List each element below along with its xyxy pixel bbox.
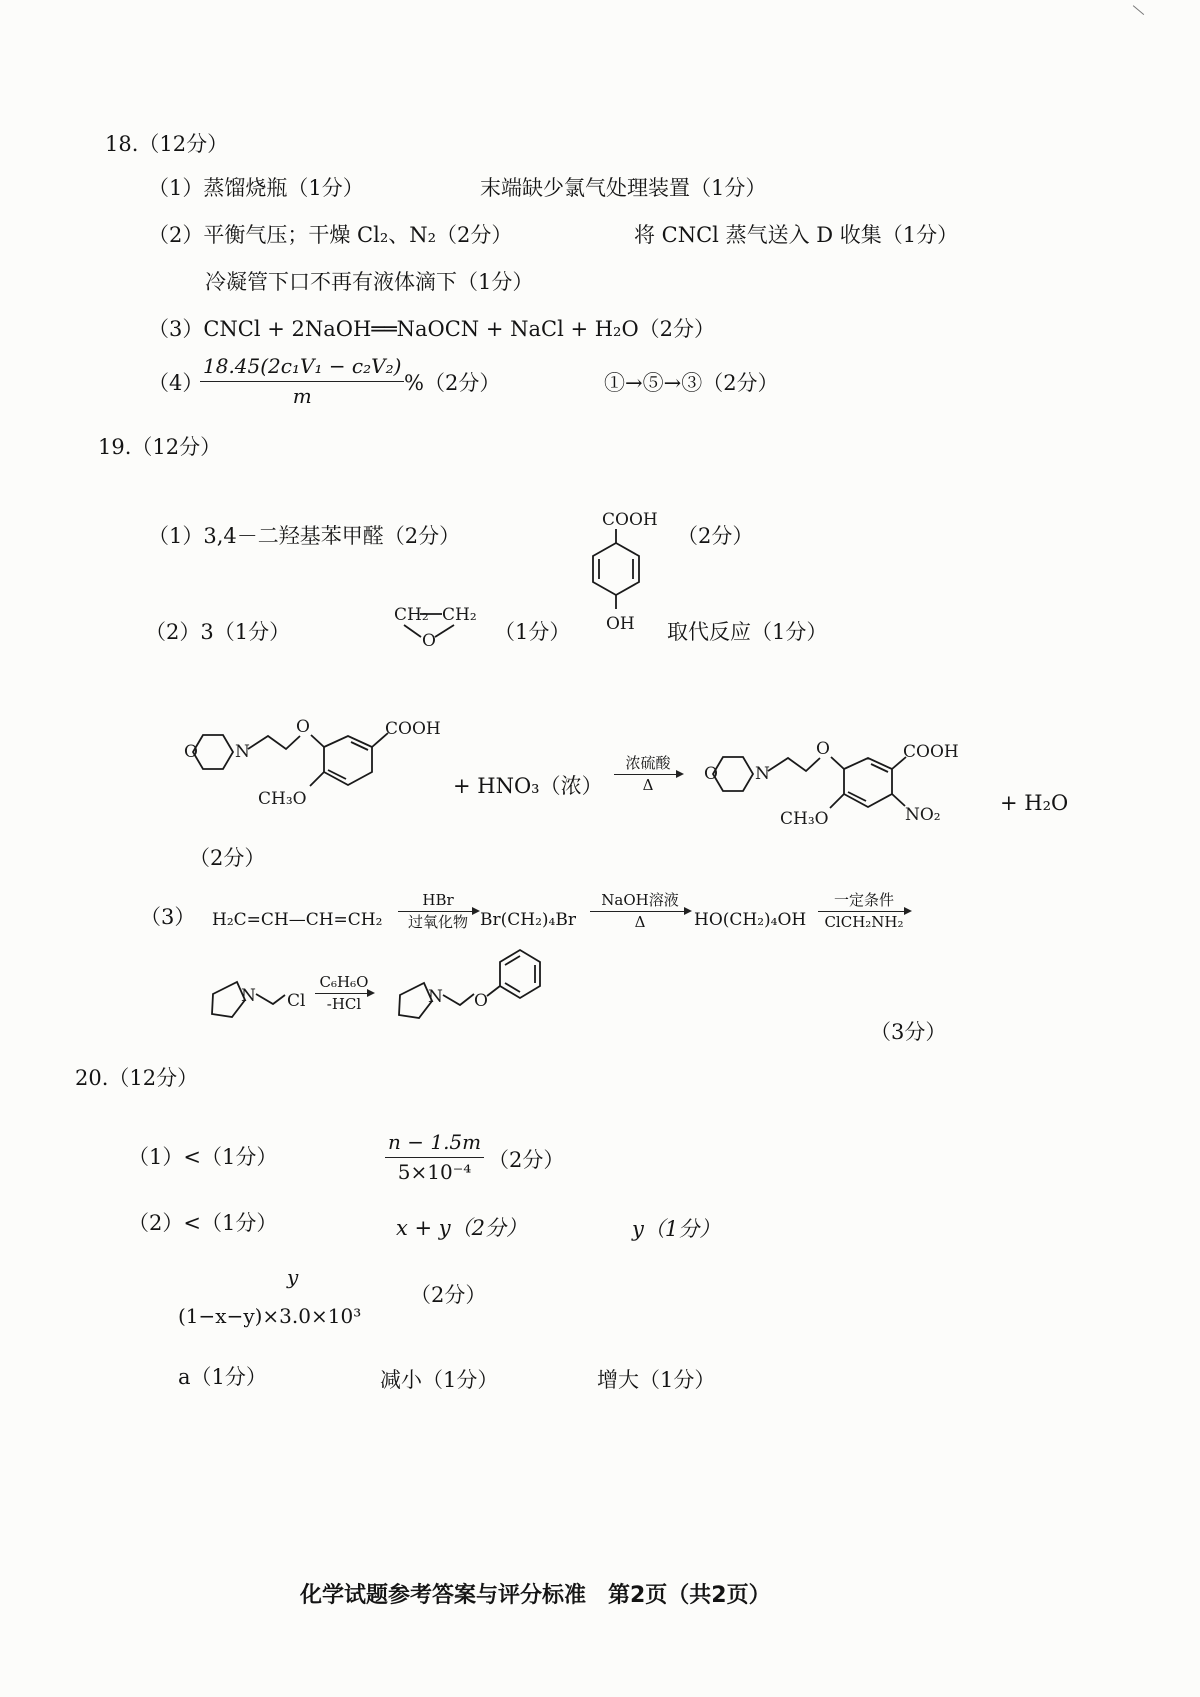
q20-fraction-1 — [385, 1131, 484, 1184]
product-ch3o-label: CH₃O — [780, 809, 829, 829]
arrow-hbr — [398, 892, 478, 930]
structure-cooh-label: COOH — [602, 510, 658, 530]
arrow-naoh-bottom: Δ — [634, 912, 646, 931]
q18-answer-1b: 末端缺少氯气处理装置（1分） — [480, 176, 767, 200]
q20-fraction-1-denominator: 5×10⁻⁴ — [397, 1160, 472, 1184]
pyrrolidine-n-label: N — [241, 986, 256, 1006]
hydroxybenzoic-acid-structure — [580, 508, 660, 644]
reactant-structure — [180, 716, 450, 821]
butanediol: HO(CH₂)₄OH — [694, 910, 807, 930]
arrow-hbr-top: HBr — [422, 891, 454, 909]
ether-o-label: O — [296, 717, 310, 737]
q20-fraction-1-numerator: n − 1.5m — [385, 1131, 484, 1158]
q18-answer-2a: （2）平衡气压；干燥 Cl₂、N₂（2分） — [148, 223, 513, 247]
arrow-phenol-top: C₆H₆O — [319, 973, 369, 991]
q20-header: 20.（12分） — [75, 1066, 199, 1090]
nitration-condition-bottom: Δ — [642, 775, 654, 794]
q19-answer-2c: 取代反应（1分） — [667, 620, 828, 644]
q20-fraction-2-denominator: (1−x−y)×3.0×10³ — [178, 1304, 362, 1328]
q19-answer-2a: （2）3（1分） — [145, 620, 291, 644]
product-morpholine-o: O — [704, 764, 718, 784]
dibromobutane: Br(CH₂)₄Br — [480, 910, 576, 930]
arrow-condition-top: 一定条件 — [833, 891, 894, 909]
epoxide-ch2-left: CH₂ — [394, 605, 429, 625]
product-water: + H₂O — [1000, 791, 1069, 815]
q20-answer-2a: （2）<（1分） — [128, 1211, 278, 1235]
chloromethyl-pyrrolidine-structure — [203, 970, 323, 1030]
arrow-naoh — [590, 892, 690, 930]
reactant-ch3o-label: CH₃O — [258, 789, 307, 809]
q18-answer-4-unit: %（2分） — [404, 371, 501, 395]
q19-answer-1b: （2分） — [677, 524, 754, 548]
q20-answer-1a: （1）<（1分） — [128, 1145, 278, 1169]
chloride-label: Cl — [287, 991, 306, 1011]
q19-answer-3-label: （3） — [140, 905, 196, 929]
q18-fraction-denominator: m — [292, 384, 312, 408]
structure-oh-label: OH — [606, 614, 635, 634]
ethylene-oxide-structure — [390, 603, 490, 651]
scan-mark — [1124, 5, 1144, 25]
q18-answer-4b: ①→⑤→③（2分） — [604, 371, 779, 395]
arrow-phenol-bottom: -HCl — [326, 994, 362, 1013]
q20-answer-1b: （2分） — [488, 1148, 565, 1172]
arrow-phenol — [315, 974, 373, 1012]
q18-header: 18.（12分） — [105, 132, 229, 156]
nitration-condition-top: 浓硫酸 — [625, 754, 671, 772]
reaction-score: （2分） — [189, 846, 266, 870]
reaction-arrow-nitration — [614, 755, 682, 793]
butadiene: H₂C=CH—CH=CH₂ — [212, 910, 383, 930]
arrow-hbr-bottom: 过氧化物 — [407, 912, 468, 931]
reagent-nitric-acid: + HNO₃（浓） — [453, 774, 603, 798]
q18-answer-2b: 将 CNCl 蒸气送入 D 收集（1分） — [634, 223, 959, 247]
final-product-structure — [390, 945, 570, 1035]
q19-answer-1a: （1）3,4－二羟基苯甲醛（2分） — [148, 524, 461, 548]
q19-answer-2b: （1分） — [494, 620, 571, 644]
product-cooh-label: COOH — [903, 742, 959, 762]
epoxide-o: O — [422, 631, 436, 651]
q20-fraction-2-score: （2分） — [410, 1283, 487, 1307]
q18-answer-4-label: （4） — [148, 371, 204, 395]
q20-answer-2c: y（1分） — [632, 1217, 721, 1241]
q18-fraction — [200, 355, 404, 408]
morpholine-o-label: O — [184, 742, 198, 762]
q18-answer-1a: （1）蒸馏烧瓶（1分） — [148, 176, 364, 200]
q20-answer-3b: 减小（1分） — [380, 1368, 499, 1392]
arrow-condition-bottom: ClCH₂NH₂ — [824, 912, 904, 931]
product-morpholine-n: N — [755, 764, 770, 784]
arrow-naoh-top: NaOH溶液 — [601, 891, 679, 909]
q20-answer-3c: 增大（1分） — [597, 1368, 716, 1392]
q18-fraction-numerator: 18.45(2c₁V₁ − c₂V₂) — [200, 355, 404, 382]
q19-answer-3-score: （3分） — [870, 1020, 947, 1044]
q20-answer-3a: a（1分） — [178, 1365, 267, 1389]
final-pyrrolidine-n: N — [428, 987, 443, 1007]
product-ether-o: O — [816, 739, 830, 759]
final-ether-o: O — [474, 991, 488, 1011]
q18-answer-3: （3）CNCl + 2NaOH══NaOCN + NaCl + H₂O（2分） — [148, 317, 716, 341]
q18-answer-2c: 冷凝管下口不再有液体滴下（1分） — [205, 270, 534, 294]
q20-fraction-2-numerator: y — [287, 1265, 299, 1289]
product-structure — [700, 738, 990, 838]
q20-answer-2b: x + y（2分） — [396, 1216, 528, 1240]
morpholine-n-label: N — [235, 742, 250, 762]
reactant-cooh-label: COOH — [385, 719, 441, 739]
epoxide-ch2-right: CH₂ — [442, 605, 477, 625]
product-no2-label: NO₂ — [905, 805, 941, 825]
page-footer: 化学试题参考答案与评分标准 第2页（共2页） — [300, 1583, 771, 1608]
arrow-condition — [818, 892, 910, 930]
q19-header: 19.（12分） — [98, 435, 222, 459]
